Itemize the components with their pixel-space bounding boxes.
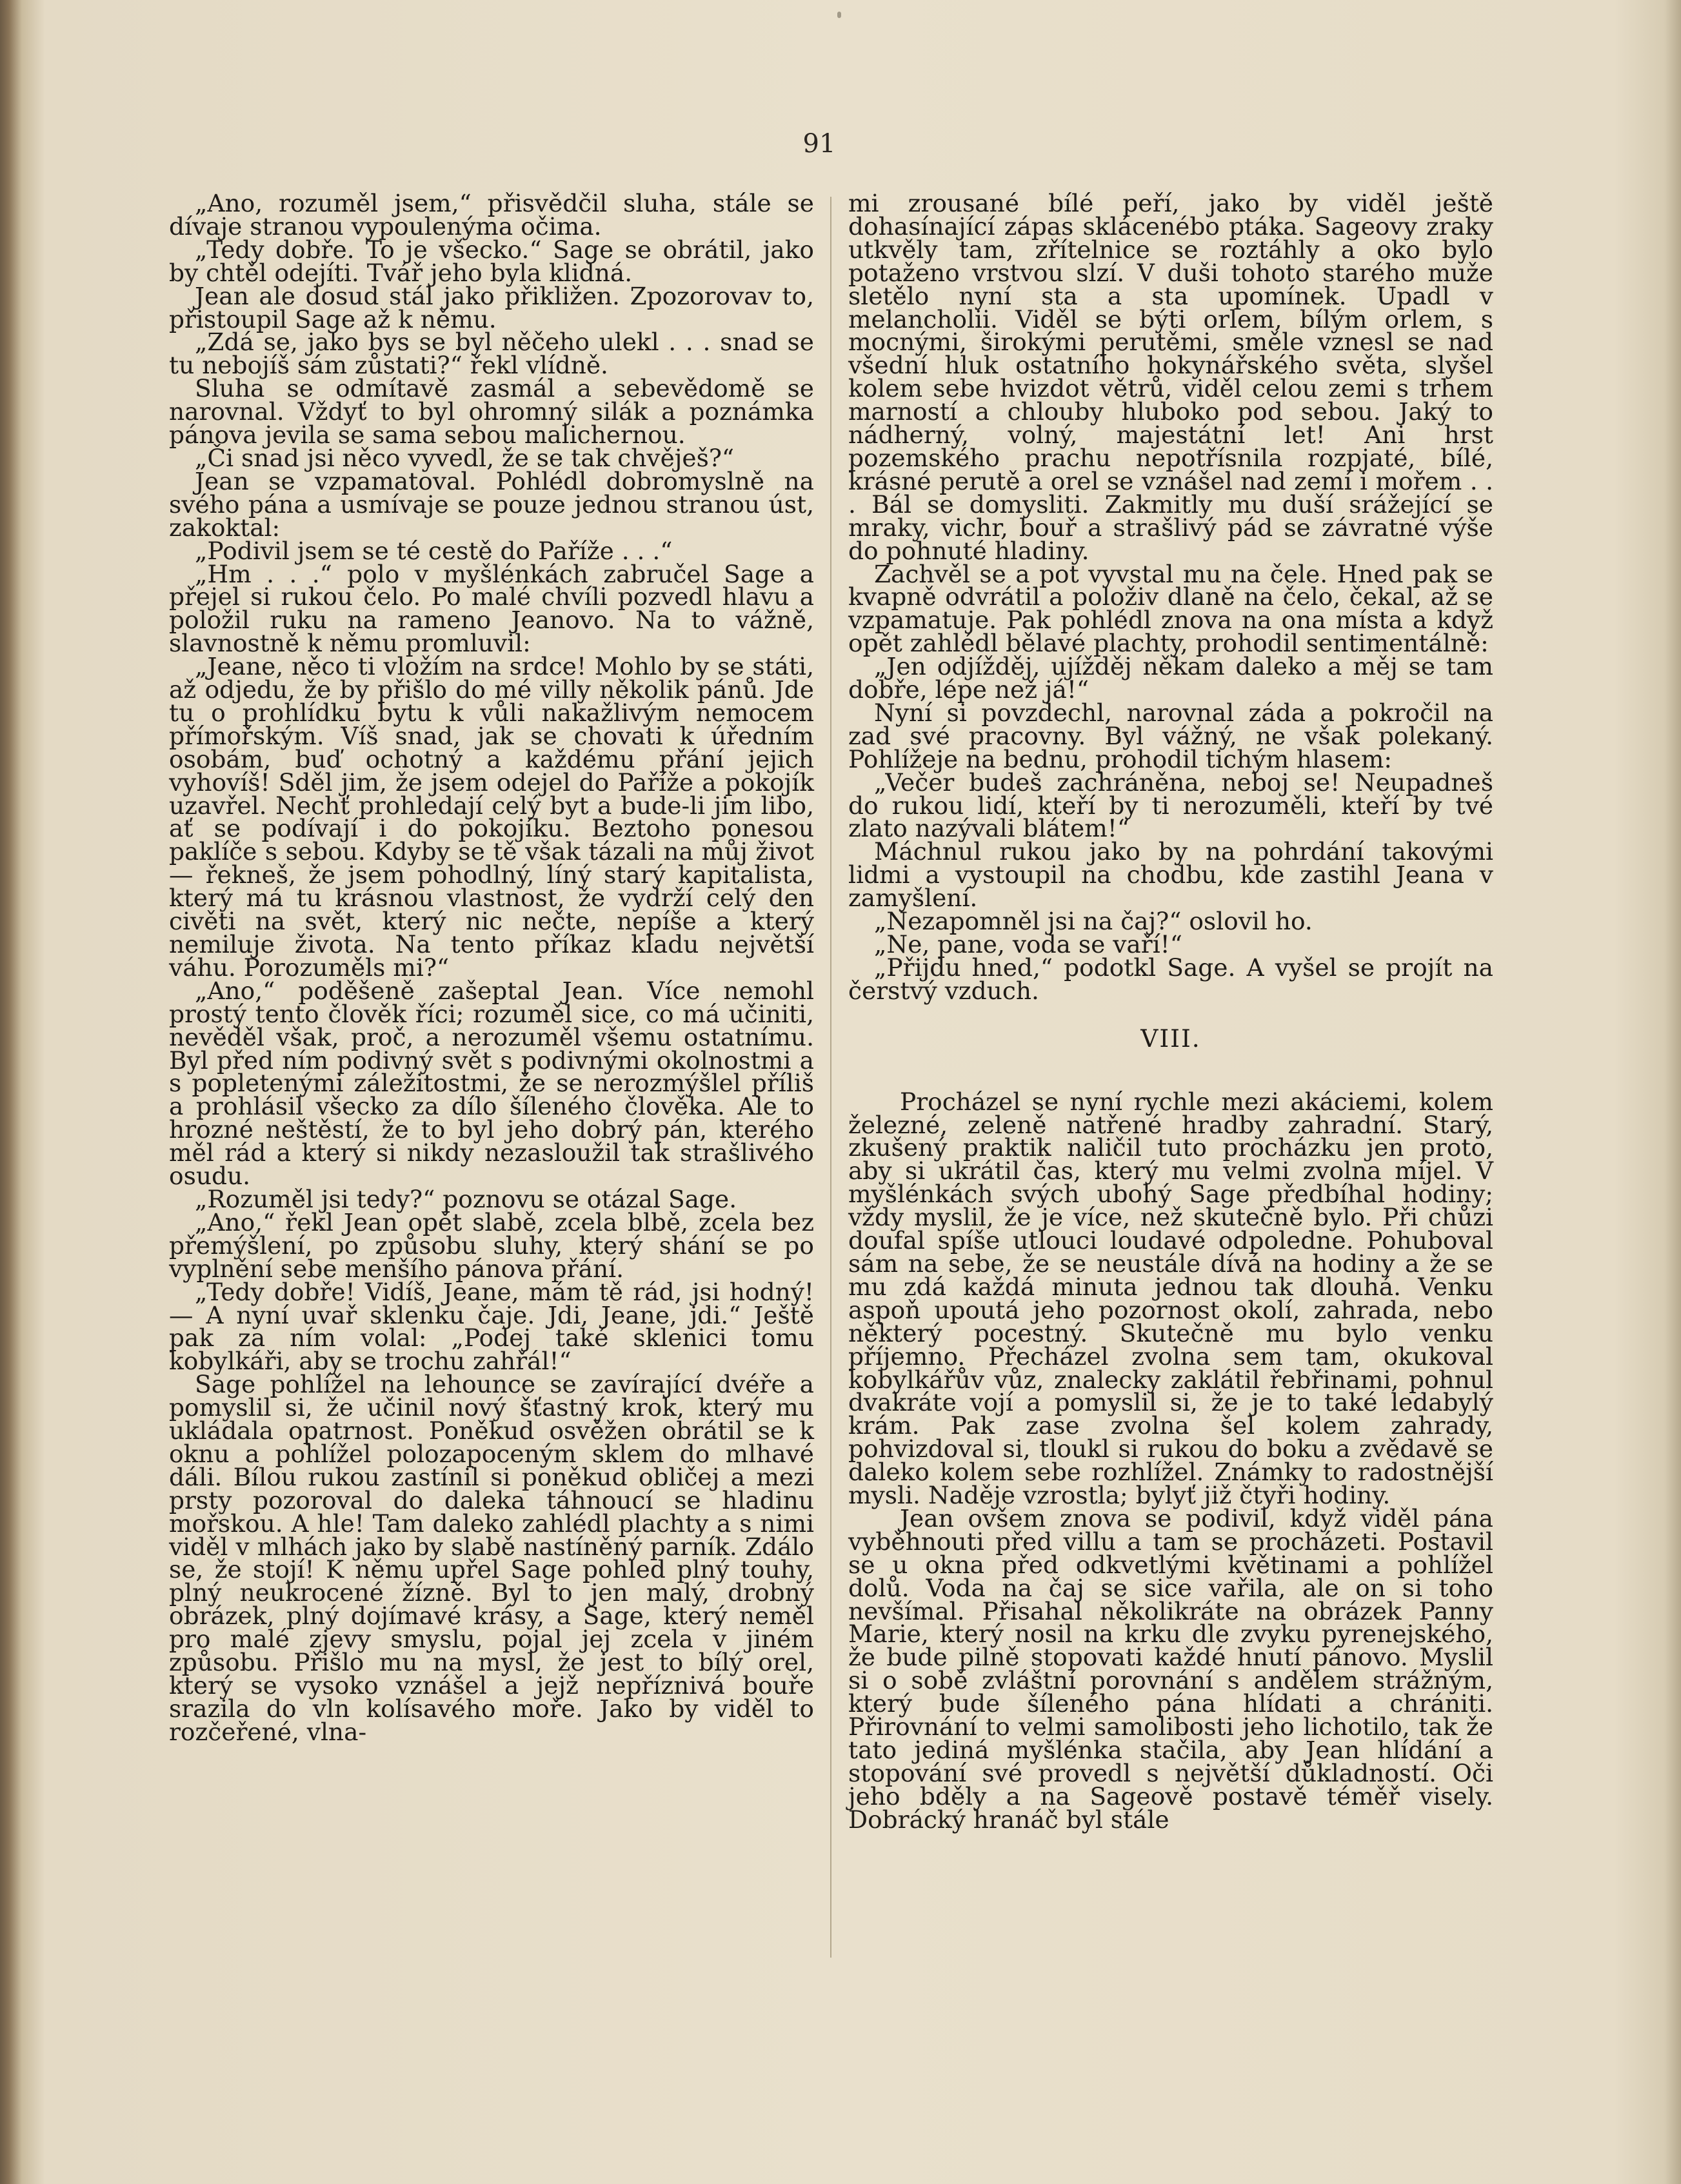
paragraph: „Jeane, něco ti vložím na srdce! Mohlo by se státi, až odjedu, že by přišlo do mé villy několik pánů. Jde tu o prohlídku bytu k vůli nakažlivým nemocem přímořským. Víš snad, jak se chovati k úředním osobám, buď ochotný a každému přání jejich vyhovíš! Sděl jim, že jsem odejel do Paříže a pokojík uzavřel. Nechť prohledají celý byt a bude-li jim libo, ať se podívají i do pokojíku. Beztoho ponesou paklíče s sebou. Kdyby se tě však tázali na můj život — řekneš, že jsem pohodlný, líný starý kapitalista, který má tu krásnou vlastnost, že vydrží celý den civěti na svět, který nic nečte, nepíše a který nemiluje života. Na tento příkaz kladu největší váhu. Porozuměls mi?“ (169, 652, 814, 982)
section-heading: VIII. (1140, 1024, 1201, 1053)
paragraph: Sage pohlížel na lehounce se zavírající dvéře a pomyslil si, že učinil nový šťastný krok, který mu ukládala opatrnost. Poněkud osvěžen obrátil se k oknu a pohlížel polozapoceným sklem do mlhavé dáli. Bílou rukou zastínil si poněkud obličej a mezi prsty pozoroval do daleka táhnoucí se hladinu mořskou. A hle! Tam daleko zahlédl plachty a s nimi viděl v mlhách jako by slabě nastíněný parník. Zdálo se, že stojí! K němu upřel Sage pohled plný touhy, plný neukrocené žízně. Byl to jen malý, drobný obrázek, plný dojímavé krásy, a Sage, který neměl pro malé zjevy smyslu, pojal jej zcela v jiném způsobu. Přišlo mu na mysl, že jest to bílý orel, který se vysoko vznášel a jejž nepříznivá bouře srazila do vln kolísavého moře. Jako by viděl to rozčeřené, vlna- (169, 1370, 814, 1746)
paragraph: „Rozuměl jsi tedy?“ poznovu se otázal Sage. (195, 1184, 737, 1213)
paragraph: Jean se vzpamatoval. Pohlédl dobromyslně na svého pána a usmívaje se pouze jednou stranou úst, zakoktal: (169, 466, 814, 542)
paragraph: Sluha se odmítavě zasmál a sebevědomě se narovnal. Vždyť to byl ohromný silák a poznámka pánova jevila se sama sebou malichernou. (169, 374, 814, 450)
paragraph: „Večer budeš zachráněna, neboj se! Neupadneš do rukou lidí, kteří by ti nerozuměli, kteří by tvé zlato nazývali blátem!“ (848, 768, 1493, 843)
paragraph: „Zdá se, jako bys se byl něčeho ulekl . . . snad se tu nebojíš sám zůstati?“ řekl vlídně. (169, 328, 814, 380)
paragraph: „Tedy dobře. To je všecko.“ Sage se obrátil, jako by chtěl odejíti. Tvář jeho byla klidná. (169, 235, 814, 287)
paragraph: Jean ovšem znova se podivil, když viděl pána vyběhnouti před villu a tam se procházeti. Postavil se u okna před odkvetlými květinami a pohlížel dolů. Voda na čaj se sice vařila, ale on si toho nevšímal. Přisahal několikráte na obrázek Panny Marie, který nosil na krku dle zvyku pyrenejského, že bude pilně stopovati každé hnutí pánovo. Myslil si o sobě zvláštní porovnání s andělem strážným, který bude šíleného pána hlídati a chrániti. Přirovnání to velmi samolibosti jeho lichotilo, tak že tato jediná myšlénka stačila, aby Jean hlídání a stopování své provedl s největší důkladností. Oči jeho bděly a na Sageově postavě téměř visely. Dobrácký hranáč byl stále (848, 1504, 1493, 1834)
paragraph: „Ano,“ řekl Jean opět slabě, zcela blbě, zcela bez přemýšlení, po způsobu sluhy, který shání se po vyplnění sebe menšího pánova přání. (169, 1207, 814, 1283)
paragraph: Zachvěl se a pot vyvstal mu na čele. Hned pak se kvapně odvrátil a položiv dlaně na čelo, čekal, až se vzpamatuje. Pak pohlédl znova na ona místa a když opět zahlédl bělavé plachty, prohodil sentimentálně: (848, 559, 1493, 658)
page-number: 91 (802, 129, 836, 159)
paragraph: „Tedy dobře! Vidíš, Jeane, mám tě rád, jsi hodný! — A nyní uvař sklenku čaje. Jdi, Jeane, jdi.“ Ještě pak za ním volal: „Podej také sklenici tomu kobylkáři, aby se trochu zahřál!“ (169, 1277, 814, 1376)
paragraph: „Ne, pane, voda se vaří!“ (874, 930, 1182, 958)
paragraph: „Podivil jsem se té cestě do Paříže . . .“ (195, 536, 673, 565)
ink-smudge (837, 12, 841, 18)
paragraph: Jean ale dosud stál jako přikližen. Zpozorovav to, přistoupil Sage až k němu. (169, 281, 814, 333)
paragraph: Nyní si povzdechl, narovnal záda a pokročil na zad své pracovny. Byl vážný, ne však polekaný. Pohlížeje na bednu, prohodil tichým hlasem: (848, 698, 1493, 773)
paragraph: Procházel se nyní rychle mezi akáciemi, kolem železné, zeleně natřené hradby zahradní. Starý, zkušený praktik naličil tuto procházku jen proto, aby si ukrátil čas, který mu velmi zvolna míjel. V myšlénkách svých ubohý Sage předbíhal hodiny; vždy myslil, že je více, než skutečně bylo. Při chůzi doufal spíše utlouci loudavé odpoledne. Pohuboval sám na sebe, že se neustále dívá na hodiny a že se mu zdá každá minuta jednou tak dlouhá. Venku aspoň upoutá jeho pozornost okolí, zahrada, nebo některý pocestný. Skutečně mu bylo venku příjemno. Přecházel zvolna sem tam, okukoval kobylkářův vůz, znalecky zaklátil řebřinami, pohnul dvakráte vojí a pomyslil si, že je to také ledabylý krám. Pak zase zvolna šel kolem zahrady, pohvizdoval si, tloukl si rukou do boku a zvědavě se dalekо kolem sebe rozhlížel. Známky to radostnější mysli. Naděje vzrostla; bylyť již čtyři hodiny. (848, 1087, 1493, 1510)
paragraph: „Ano, rozuměl jsem,“ přisvědčil sluha, stále se dívaje stranou vypoulenýma očima. (169, 189, 814, 241)
paragraph: mi zrousané bílé peří, jako by viděl ještě dohasínající zápas sklácenébo ptáka. Sageovy zraky utkvěly tam, zřítelnice se roztáhly a oko bylo potaženo vrstvou slzí. V duši tohoto starého muže sletělo nyní sta a sta upomínek. Upadl v melancholii. Viděl se býti orlem, bílým orlem, s mocnými, širokými perutěmi, směle vznesl se nad všední hluk ostatního hokynářského světa, slyšel kolem sebe hvizdot větrů, viděl celou zemi s trhem marností a chlouby hluboko pod sebou. Jaký to nádherný, volný, majestátní let! Ani hrst pozemského prachu nepotřísnila rozpjaté, bílé, krásné perutě a orel se vznášel nad zemí i mořem . . . Bál se domysliti. Zakmitly mu duší srážející se mraky, vichr, bouř a strašlivý pád se závratné výše do pohnuté hladiny. (848, 189, 1493, 565)
column-divider (830, 197, 831, 1958)
paragraph: Máchnul rukou jako by na pohrdání takovými lidmi a vystoupil na chodbu, kde zastihl Jeana v zamyšlení. (848, 837, 1493, 913)
right-column (848, 189, 1493, 1834)
paragraph: „Či snad jsi něco vyvedl, že se tak chvěješ?“ (195, 443, 735, 472)
paragraph: „Přijdu hned,“ podotkl Sage. A vyšel se projít na čerstvý vzduch. (848, 953, 1493, 1005)
paragraph: „Nezapomněl jsi na čaj?“ oslovil ho. (874, 907, 1313, 936)
paragraph: „Ano,“ poděšeně zašeptal Jean. Více nemohl prostý tento člověk říci; rozuměl sice, co má učiniti, nevěděl však, proč, a nerozuměl všemu ostatnímu. Byl před ním podivný svět s podivnými okolnostmi a s popletenými záležitostmi, že se nerozmýšlel příliš a prohlásil všecko za dílo šíleného člověka. Ale to hrozné neštěstí, že to byl jeho dobrý pán, kterého měl rád a který si nikdy nezasloužil tak strašlivého osudu. (169, 976, 814, 1191)
paragraph: „Jen odjížděj, ujížděj někam daleko a měj se tam dobře, lépe než já!“ (848, 652, 1493, 704)
paragraph: „Hm . . .“ polo v myšlénkách zabručel Sage a přejel si rukou čelo. Po malé chvíli pozvedl hlavu a položil ruku na rameno Jeanovo. Na to vážně, slavnostně k němu promluvil: (169, 559, 814, 658)
left-column (169, 189, 814, 1746)
